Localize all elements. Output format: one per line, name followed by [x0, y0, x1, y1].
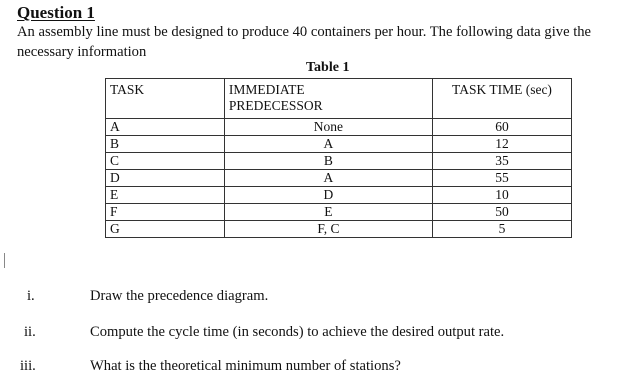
header-predecessor-line2: PREDECESSOR	[228, 98, 323, 113]
task-time-cell: 12	[432, 136, 571, 153]
sub-question	[18, 356, 401, 376]
predecessor-cell: None	[224, 119, 432, 136]
question-intro: An assembly line must be designed to produce 40 containers per hour. The following data give the necessary information	[17, 24, 592, 60]
table-row	[106, 136, 572, 153]
task-cell: A	[106, 119, 225, 136]
header-predecessor-line1: IMMEDIATE	[228, 82, 305, 97]
task-cell: C	[106, 153, 225, 170]
table-row	[106, 170, 572, 187]
predecessor-cell: A	[224, 136, 432, 153]
text-cursor	[4, 253, 5, 268]
sub-question-number: ii.	[24, 324, 36, 340]
task-cell: G	[106, 221, 225, 238]
question-heading: Question 1	[17, 3, 95, 22]
task-time-cell: 60	[432, 119, 571, 136]
task-table	[105, 78, 572, 238]
table-row	[106, 221, 572, 238]
predecessor-cell: F, C	[224, 221, 432, 238]
header-task: TASK	[106, 79, 225, 119]
task-time-cell: 5	[432, 221, 571, 238]
predecessor-cell: B	[224, 153, 432, 170]
task-cell: E	[106, 187, 225, 204]
table-header-row	[106, 79, 572, 119]
predecessor-cell: A	[224, 170, 432, 187]
sub-question-number: i.	[27, 288, 35, 304]
task-cell: F	[106, 204, 225, 221]
sub-question-text: Draw the precedence diagram.	[90, 288, 269, 304]
table-row	[106, 119, 572, 136]
table-caption: Table 1	[306, 60, 350, 75]
task-cell: D	[106, 170, 225, 187]
header-task-time: TASK TIME (sec)	[432, 79, 571, 119]
table-row	[106, 153, 572, 170]
task-time-cell: 50	[432, 204, 571, 221]
sub-question	[18, 286, 268, 306]
sub-question-text: What is the theoretical minimum number of stations?	[90, 358, 401, 374]
predecessor-cell: E	[224, 204, 432, 221]
sub-question-number: iii.	[20, 358, 36, 374]
task-cell: B	[106, 136, 225, 153]
task-time-cell: 55	[432, 170, 571, 187]
task-time-cell: 10	[432, 187, 571, 204]
table-row	[106, 204, 572, 221]
header-predecessor	[224, 79, 432, 119]
sub-question-text: Compute the cycle time (in seconds) to achieve the desired output rate.	[90, 324, 505, 340]
predecessor-cell: D	[224, 187, 432, 204]
task-time-cell: 35	[432, 153, 571, 170]
table-row	[106, 187, 572, 204]
sub-question	[18, 322, 504, 342]
